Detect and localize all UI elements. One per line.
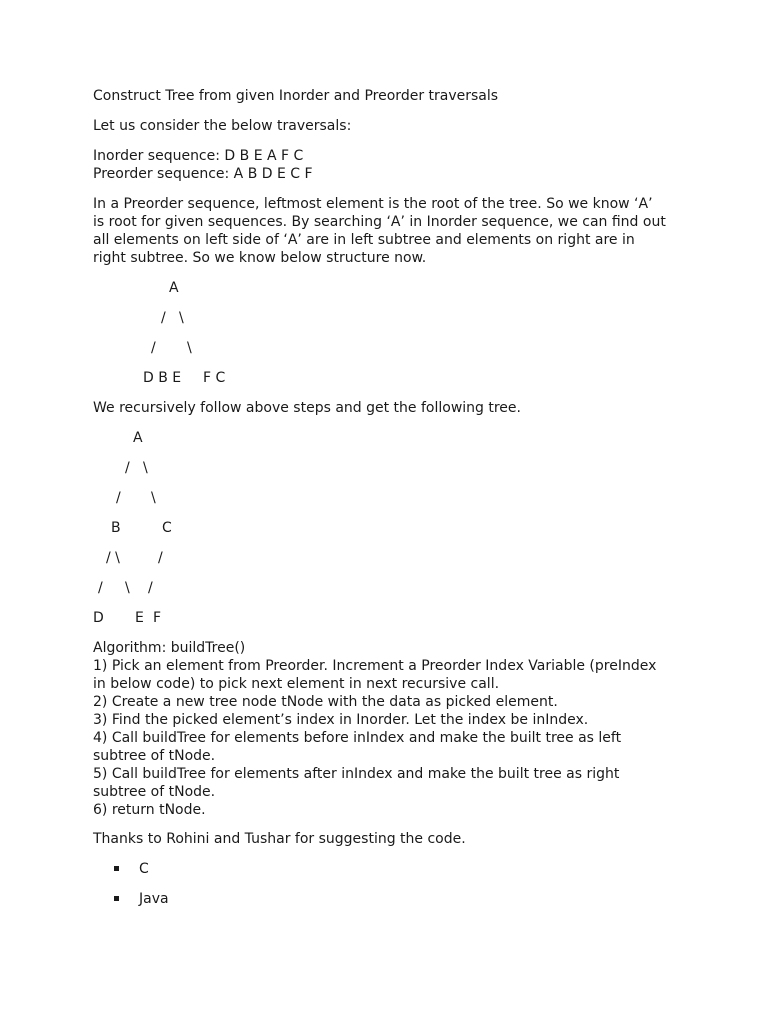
tree2-backslash-2: \: [151, 490, 156, 506]
recursive-text: We recursively follow above steps and get the following tree.: [93, 400, 521, 416]
list-item-c[interactable]: C: [139, 861, 149, 877]
explanation-line-3: all elements on left side of ‘A’ are in left subtree and elements on right are in: [93, 232, 635, 248]
tree1-slash-2: /: [151, 340, 156, 356]
tree2-node-f: F: [153, 610, 162, 626]
algorithm-line-3: 2) Create a new tree node tNode with the data as picked element.: [93, 694, 558, 710]
tree2-node-e: E: [135, 610, 144, 626]
tree2-node-b: B: [111, 520, 121, 536]
tree2-backslash-1: \: [143, 460, 148, 476]
algorithm-line-8: subtree of tNode.: [93, 784, 216, 800]
tree2-slash-5a: /: [98, 580, 103, 596]
algorithm-line-4: 3) Find the picked element’s index in Inorder. Let the index be inIndex.: [93, 712, 589, 728]
tree1-backslash-2: \: [187, 340, 192, 356]
document-title: Construct Tree from given Inorder and Preorder traversals: [93, 88, 499, 104]
tree2-c-branch: /: [158, 550, 163, 566]
list-item-java[interactable]: Java: [139, 891, 169, 907]
bullet-icon: [114, 866, 119, 871]
tree2-slash-1: /: [125, 460, 130, 476]
inorder-sequence: Inorder sequence: D B E A F C: [93, 148, 304, 164]
algorithm-line-5: 4) Call buildTree for elements before inIndex and make the built tree as left: [93, 730, 622, 746]
explanation-line-4: right subtree. So we know below structure now.: [93, 250, 427, 266]
algorithm-line-2: in below code) to pick next element in next recursive call.: [93, 676, 500, 692]
algorithm-heading: Algorithm: buildTree(): [93, 640, 246, 656]
algorithm-line-9: 6) return tNode.: [93, 802, 206, 818]
tree2-root: A: [133, 430, 143, 446]
intro-text: Let us consider the below traversals:: [93, 118, 352, 134]
preorder-sequence: Preorder sequence: A B D E C F: [93, 166, 313, 182]
tree2-slash-2: /: [116, 490, 121, 506]
tree2-backslash-5: \: [125, 580, 130, 596]
tree1-left-subtree: D B E: [143, 370, 182, 386]
tree1-right-subtree: F C: [203, 370, 226, 386]
tree2-node-c: C: [162, 520, 172, 536]
thanks-text: Thanks to Rohini and Tushar for suggesting the code.: [93, 831, 466, 847]
algorithm-line-7: 5) Call buildTree for elements after inIndex and make the built tree as right: [93, 766, 620, 782]
tree1-backslash-1: \: [179, 310, 184, 326]
tree2-node-d: D: [93, 610, 104, 626]
tree1-root: A: [169, 280, 179, 296]
tree1-slash-1: /: [161, 310, 166, 326]
explanation-line-2: is root for given sequences. By searching ‘A’ in Inorder sequence, we can find out: [93, 214, 666, 230]
bullet-icon: [114, 896, 119, 901]
tree2-slash-5b: /: [148, 580, 153, 596]
algorithm-line-1: 1) Pick an element from Preorder. Increment a Preorder Index Variable (preIndex: [93, 658, 657, 674]
algorithm-line-6: subtree of tNode.: [93, 748, 216, 764]
tree2-b-branches: / \: [106, 550, 120, 566]
explanation-line-1: In a Preorder sequence, leftmost element is the root of the tree. So we know ‘A’: [93, 196, 653, 212]
